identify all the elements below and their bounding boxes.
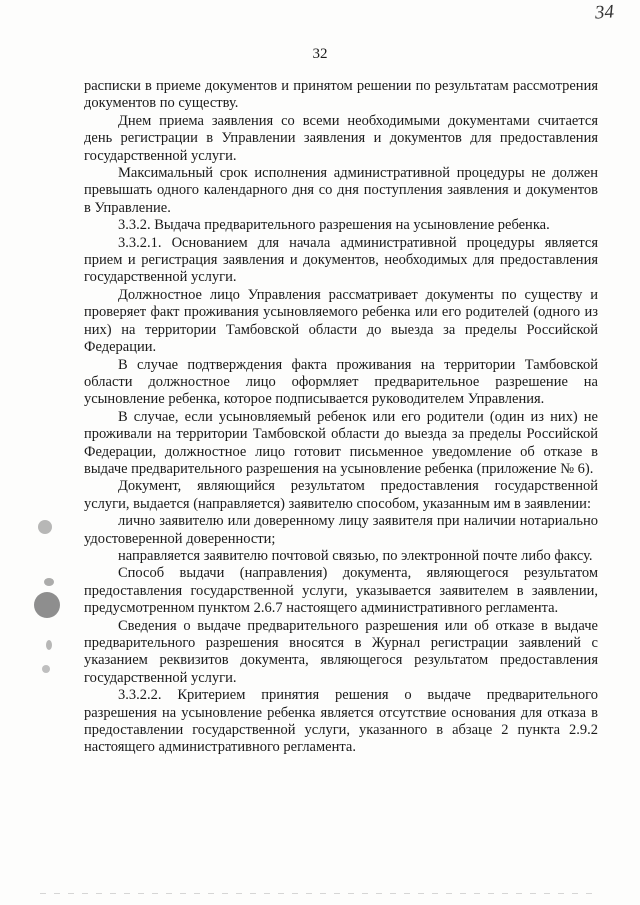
paragraph: Максимальный срок исполнения административной процедуры не должен превышать одного календарного дня со дня поступления заявления и документов в Управление. <box>84 165 598 216</box>
handwritten-sheet-number: 34 <box>594 1 615 24</box>
paragraph: Способ выдачи (направления) документа, являющегося результатом предоставления государственной услуги, указывается заявителем в заявлении, предусмотренном пунктом 2.6.7 настоящего административного регламента. <box>84 565 598 617</box>
scan-artifact <box>44 578 54 586</box>
scan-artifact <box>38 520 52 534</box>
list-item: лично заявителю или доверенному лицу заявителя при наличии нотариально удостоверенной доверенности; <box>84 513 598 547</box>
section-heading: 3.3.2. Выдача предварительного разрешения на усыновление ребенка. <box>118 217 550 234</box>
scan-artifact <box>42 665 50 673</box>
scan-artifact <box>34 592 60 618</box>
paragraph: расписки в приеме документов и принятом решении по результатам рассмотрения документов по существу. <box>84 78 598 112</box>
paragraph: Сведения о выдаче предварительного разрешения или об отказе в выдаче предварительного разрешения вносятся в Журнал регистрации заявлений с указанием реквизитов документа, являющегося результатом предоставления государственной услуги. <box>84 617 598 686</box>
scan-edge <box>40 893 600 894</box>
paragraph: 3.3.2.1. Основанием для начала административной процедуры является прием и регистрация заявления и документов, необходимых для предоставления государственной услуги. <box>84 234 598 286</box>
paragraph: В случае подтверждения факта проживания на территории Тамбовской области должностное лицо оформляет предварительное разрешение на усыновление ребенка, которое подписывается руководителем Управления. <box>84 356 598 408</box>
paragraph: Должностное лицо Управления рассматривает документы по существу и проверяет факт проживания усыновляемого ребенка или его родителей (одного из них) на территории Тамбовской области до выезда за пределы Российской Федерации. <box>84 286 598 356</box>
list-item: направляется заявителю почтовой связью, по электронной почте либо факсу. <box>118 547 593 564</box>
scan-artifact <box>46 640 52 650</box>
page-number: 32 <box>312 46 328 62</box>
paragraph: Документ, являющийся результатом предоставления государственной услуги, выдается (направляется) заявителю способом, указанным им в заявлении: <box>84 478 598 512</box>
body-text <box>84 78 598 757</box>
paragraph: Днем приема заявления со всеми необходимыми документами считается день регистрации в Управлении заявления и документов для предоставления государственной услуги. <box>84 112 598 164</box>
paragraph: 3.3.2.2. Критерием принятия решения о выдаче предварительного разрешения на усыновление ребенка является отсутствие основания для отказа в предоставлении государственной услуги, указанного в абзаце 2 пункта 2.9.2 настоящего административного регламента. <box>84 687 598 756</box>
paragraph: В случае, если усыновляемый ребенок или его родители (один из них) не проживали на территории Тамбовской области до выезда за пределы Российской Федерации, должностное лицо готовит письменное уведомление об отказе в выдаче предварительного разрешения на усыновление ребенка (приложение № 6). <box>84 408 598 477</box>
